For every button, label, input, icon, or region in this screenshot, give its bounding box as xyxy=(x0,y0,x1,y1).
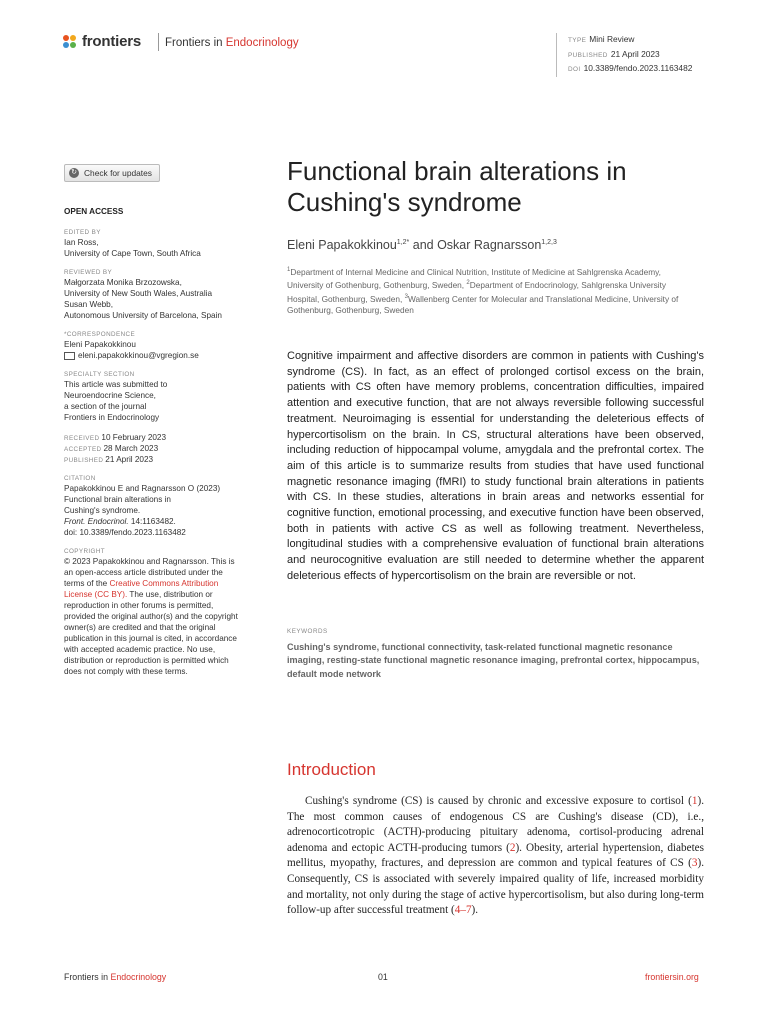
journal-name[interactable] xyxy=(165,37,299,49)
section-label: REVIEWED BY xyxy=(64,269,113,276)
brand-name: frontiers xyxy=(82,33,142,50)
section-heading-introduction: Introduction xyxy=(287,760,376,779)
affiliation-1: Department of Internal Medicine and Clinical Nutrition, Institute of Medicine at Sahlgrenska Academy, University of Gothenburg, Gothenburg, Sweden, xyxy=(287,266,661,291)
affil-marker: 1 xyxy=(287,267,291,273)
section-label: EDITED BY xyxy=(64,229,101,236)
meta-doi xyxy=(568,62,692,77)
keywords-label: KEYWORDS xyxy=(287,628,328,635)
journal-prefix: Frontiers in xyxy=(165,37,226,49)
sidebar xyxy=(64,206,244,686)
meta-published xyxy=(568,48,692,63)
reference-link[interactable]: 2 xyxy=(509,841,516,854)
reviewer-name: Susan Webb, xyxy=(64,300,114,309)
intro-text: ). Consequently, CS is associated with severely impaired quality of life, increased morbidity and mortality, not only during the stage of active hypercortisolism, but also during long-term follow-up after successful treatment ( xyxy=(287,857,704,917)
date-label: PUBLISHED xyxy=(64,457,104,464)
copyright-block xyxy=(64,547,244,677)
footer-journal-accent: Endocrinology xyxy=(110,972,167,982)
correspondence-block xyxy=(64,330,244,361)
author-affiliation-marker: 1,2,3 xyxy=(541,238,557,246)
affiliations xyxy=(287,265,687,317)
edited-by-block xyxy=(64,228,244,259)
section-label: *CORRESPONDENCE xyxy=(64,331,136,338)
citation-line: Cushing's syndrome. xyxy=(64,506,141,515)
intro-text: ). xyxy=(471,904,479,917)
meta-value: Mini Review xyxy=(589,34,635,44)
abstract: Cognitive impairment and affective disorders are common in patients with Cushing's syndrome (CS). In fact, as an effect of prolonged cortisol excess on the brain, patients with CS often have memory problems, concentration difficulties, impaired attention and executive function, that are not always reversible following successful treatment. Neuroimaging is essential for understanding the deleterious effects of hypercortisolism on the brain. In CS, structural alterations have been observed, including reduction of hippocampal volume, amygdala and the prefrontal cortex. The aim of this article is to summarize results from studies that have used functional magnetic resonance imaging (fMRI) to study functional brain alterations in patients with CS. In these studies, alterations in brain areas and networks essential for cognitive function, emotional processing, and executive function have been observed, both in patients with active CS as well as following treatment. Nevertheless, longitudinal studies with a comprehensive evaluation of functional brain alterations and neurocognitive evaluation are still needed to determine whether the apparent deleterious effects of hypercortisolism on the brain are reversible or not. xyxy=(287,350,704,582)
reviewer-affiliation: Autonomous University of Barcelona, Spain xyxy=(64,311,222,320)
article-title: Functional brain alterations in Cushing's syndrome xyxy=(287,156,627,217)
date-value: 21 April 2023 xyxy=(105,455,154,464)
footer-journal[interactable] xyxy=(64,972,166,982)
reviewed-by-block xyxy=(64,268,244,321)
keywords: Cushing's syndrome, functional connectivity, task-related functional magnetic resonance imaging, resting-state functional magnetic resonance imaging, prefrontal cortex, hippocampus, default mode network xyxy=(287,642,700,679)
editor-name: Ian Ross, xyxy=(64,238,99,247)
section-label: CITATION xyxy=(64,475,96,482)
affil-marker: 2 xyxy=(466,280,470,287)
introduction-paragraph xyxy=(287,794,704,919)
reviewer-name: Małgorzata Monika Brzozowska, xyxy=(64,278,182,287)
meta-label: TYPE xyxy=(568,37,587,44)
specialty-line: a section of the journal xyxy=(64,402,147,411)
footer-journal-prefix: Frontiers in xyxy=(64,972,111,982)
date-label: ACCEPTED xyxy=(64,446,102,453)
journal-accent: Endocrinology xyxy=(225,37,299,49)
author-list xyxy=(287,238,557,252)
check-updates-label: Check for updates xyxy=(84,168,152,178)
specialty-block xyxy=(64,370,244,423)
copyright-post: The use, distribution or reproduction in other forums is permitted, provided the original author(s) and the copyright owner(s) are credited and that the original publication in this journal is cited, in accordance with accepted academic practice. No use, distribution or reproduction is permitted which does not comply with these terms. xyxy=(64,590,238,676)
meta-label: PUBLISHED xyxy=(568,51,608,59)
date-value: 28 March 2023 xyxy=(103,444,159,453)
author-affiliation-marker: 1,2* xyxy=(396,238,410,246)
affil-marker: 3 xyxy=(404,293,408,300)
specialty-line: Frontiers in Endocrinology xyxy=(64,413,160,422)
reference-link[interactable]: 3 xyxy=(691,857,698,870)
copyright-text xyxy=(64,556,244,677)
meta-type xyxy=(568,33,692,48)
check-for-updates-button[interactable] xyxy=(64,164,160,182)
intro-text: Cushing's syndrome (CS) is caused by chronic and excessive exposure to cortisol ( xyxy=(305,795,692,807)
intro-text: ). The most common causes of endogenous CS are Cushing's disease (CD), i.e., adrenocorticotropic (ACTH)-producing pituitary adenoma, cortisol-producing adrenal adenoma and ectopic ACTH-producing tumors ( xyxy=(287,795,704,854)
specialty-line: Neuroendocrine Science, xyxy=(64,391,156,400)
dates-block xyxy=(64,432,244,465)
update-icon: ↻ xyxy=(69,168,79,178)
cc-license-link[interactable]: Creative Commons Attribution License (CC BY). xyxy=(64,579,219,599)
header-divider xyxy=(158,33,159,51)
corresponding-email-link[interactable]: eleni.papakokkinou@vgregion.se xyxy=(78,351,199,360)
footer-site-link[interactable]: frontiersin.org xyxy=(645,972,699,982)
author-name[interactable]: and Oskar Ragnarsson xyxy=(409,238,542,252)
specialty-line: This article was submitted to xyxy=(64,380,168,389)
reviewer-affiliation: University of New South Wales, Australia xyxy=(64,289,213,298)
meta-value[interactable]: 10.3389/fendo.2023.1163482 xyxy=(583,63,693,73)
date-label: RECEIVED xyxy=(64,435,100,442)
citation-doi[interactable]: doi: 10.3389/fendo.2023.1163482 xyxy=(64,528,186,537)
date-value: 10 February 2023 xyxy=(101,433,167,442)
corresponding-author: Eleni Papakokkinou xyxy=(64,340,136,349)
citation-line: Papakokkinou E and Ragnarsson O (2023) xyxy=(64,484,221,493)
meta-label: DOI xyxy=(568,66,581,73)
author-name[interactable]: Eleni Papakokkinou xyxy=(287,238,397,252)
citation-volume: 14:1163482. xyxy=(128,517,176,526)
frontiers-logo-icon xyxy=(63,35,77,49)
reference-link[interactable]: 4–7 xyxy=(454,904,472,917)
open-access-label: OPEN ACCESS xyxy=(64,207,124,216)
page-number: 01 xyxy=(378,972,388,982)
frontiers-logo[interactable] xyxy=(63,33,141,50)
intro-text: ). Obesity, arterial hypertension, diabetes mellitus, myopathy, fractures, and depression are common and typical features of CS ( xyxy=(287,841,704,870)
editor-affiliation: University of Cape Town, South Africa xyxy=(64,249,201,258)
meta-value: 21 April 2023 xyxy=(610,48,660,59)
affiliation-3: Wallenberg Center for Molecular and Translational Medicine, University of Gothenburg, Gothenburg, Sweden xyxy=(287,293,679,316)
citation-block xyxy=(64,474,244,538)
email-icon xyxy=(64,352,75,360)
citation-journal: Front. Endocrinol. xyxy=(64,517,129,526)
affiliation-2: Department of Endocrinology, Sahlgrenska University Hospital, Gothenburg, Sweden, xyxy=(287,280,667,304)
article-meta xyxy=(556,33,692,77)
reference-link[interactable]: 1 xyxy=(691,795,698,807)
copyright-pre: © 2023 Papakokkinou and Ragnarsson. This is an open-access article distributed under the terms of the xyxy=(64,557,235,588)
section-label: SPECIALTY SECTION xyxy=(64,371,135,378)
section-label: COPYRIGHT xyxy=(64,548,106,555)
citation-line: Functional brain alterations in xyxy=(64,495,171,504)
